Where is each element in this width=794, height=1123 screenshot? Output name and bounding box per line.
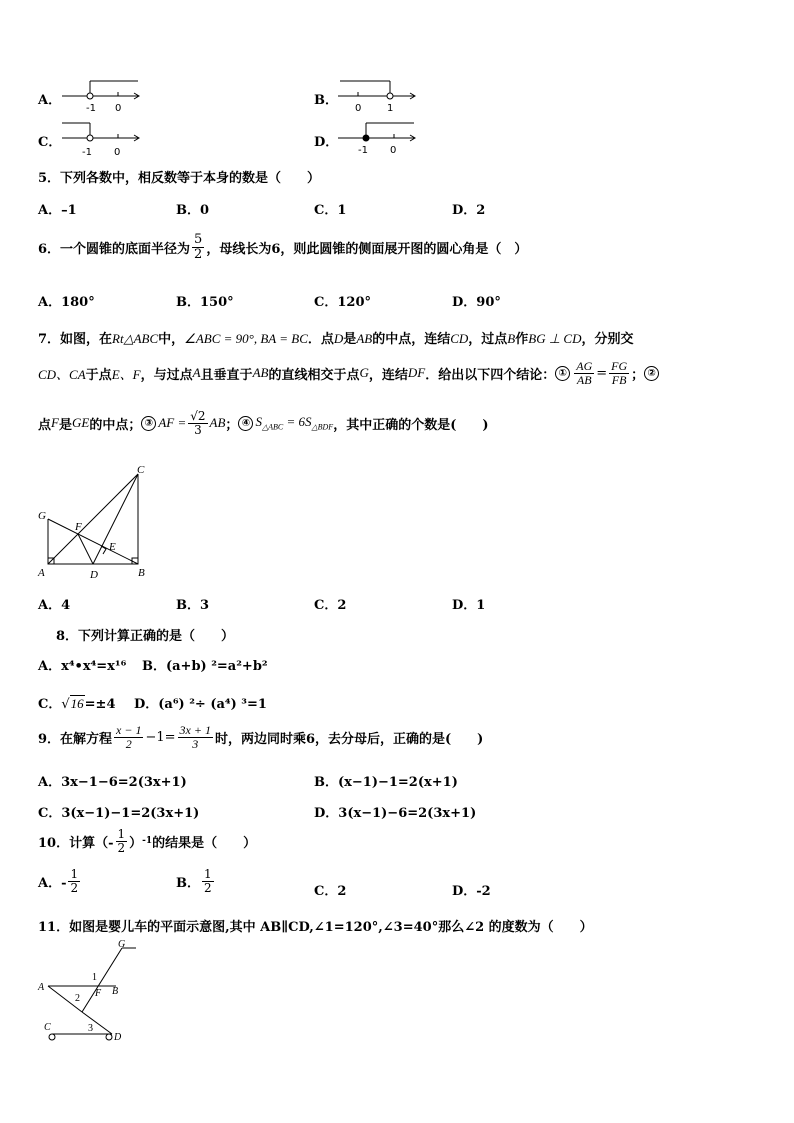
q7-triangle-figure (34, 462, 154, 582)
q4-option-b-label: B． (314, 93, 338, 108)
q4-option-d-label: D． (314, 135, 339, 150)
q8-option-b: B．(a+b) ²=a²+b² (142, 659, 268, 674)
q4-d-tick-0: 0 (390, 145, 397, 156)
q7-option-a: A．4 (38, 598, 71, 613)
q7-line2: CD、CA 于点 E、F ，与过点 A 且垂直于 AB 的直线相交于点 G ，连结 DF ．给出以下四个结论： ① $\frac{AG}{AB}$ = $\frac{FG}{FB}$ ； ② (38, 360, 661, 386)
q11-label-g: G (118, 939, 126, 950)
q11-label-d: D (114, 1032, 122, 1043)
q4-option-d-numberline (336, 120, 420, 160)
q10-stem: 10．计算（- $\frac{1}{2}$ ） -1 的结果是（ ） (38, 827, 257, 855)
q11-label-c: C (44, 1022, 51, 1033)
q9-option-b: B．(x−1)−1=2(x+1) (314, 775, 458, 790)
q5-option-c: C．1 (314, 203, 347, 218)
q6-fraction: $\frac{5}{2}$ (194, 232, 203, 262)
q6-option-d: D．90° (452, 295, 501, 310)
q7-option-d: D．1 (452, 598, 486, 613)
q11-stem: 11．如图是婴儿车的平面示意图,其中 AB∥CD,∠1=120°,∠3=40°那么∠2 的度数为（ ） (38, 920, 593, 935)
q7-label-d: D (90, 569, 98, 581)
q7-line3: 点 F 是 GE 的中点； ③ AF = $\frac{√2}{3}$ AB ； ④ $S_{\triangle ABC} = 6S_{\triangle BDF}$ ，其中正确的个数是( ) (38, 409, 489, 437)
q10-option-c: C．2 (314, 884, 347, 899)
q9-option-a: A．3x−1−6=2(3x+1) (38, 775, 187, 790)
q8-option-a: A．x⁴•x⁴=x¹⁶ (38, 659, 127, 674)
q7-line1: 7．如图，在Rt△ABC中，∠ABC = 90°, BA = BC．点D是AB的中点，连结CD，过点B作BG ⊥ CD，分别交 (38, 331, 634, 347)
q7-option-b: B．3 (176, 598, 210, 613)
q4-option-b-numberline (336, 78, 420, 118)
q10-frac: $\frac{1}{2}$ (117, 827, 126, 855)
q6-option-a: A．180° (38, 295, 95, 310)
q4-d-tick-neg1: -1 (358, 145, 368, 156)
q4-option-a-label: A． (38, 93, 62, 108)
q9-frac1: $\frac{x - 1}{2}$ (116, 723, 142, 751)
q5-option-d: D．2 (452, 203, 486, 218)
q7-c1-frac1: $\frac{AG}{AB}$ (576, 359, 593, 387)
q11-label-a: A (38, 982, 45, 993)
q4-c-tick-0: 0 (114, 147, 121, 158)
q7-c1-frac2: $\frac{FG}{FB}$ (611, 359, 628, 387)
q11-label-3: 3 (88, 1023, 93, 1034)
q5-stem: 5．下列各数中，相反数等于本身的数是（ ） (38, 171, 321, 186)
q6-stem-part2: ，母线长为6，则此圆锥的侧面展开图的圆心角是（ ） (206, 241, 528, 257)
q4-option-c-numberline (60, 120, 144, 160)
q7-circled-4: ④ (238, 416, 253, 431)
q7-label-g: G (38, 510, 46, 522)
q8-option-c: C．√16=±4 (38, 696, 116, 712)
q7-option-c: C．2 (314, 598, 347, 613)
q11-label-1: 1 (92, 972, 97, 983)
q7-label-c: C (137, 464, 145, 476)
q4-b-tick-1: 1 (387, 103, 394, 114)
q8-option-d: D．(a⁶) ²÷ (a⁴) ³=1 (134, 697, 267, 712)
q5-option-b: B．0 (176, 203, 210, 218)
q4-a-tick-0: 0 (115, 103, 122, 114)
q7-label-a: A (38, 567, 45, 579)
q4-a-tick-neg1: -1 (86, 103, 96, 114)
q7-circled-1: ① (555, 366, 570, 381)
q11-stroller-figure (34, 936, 144, 1046)
q9-option-c: C．3(x−1)−1=2(3x+1) (38, 806, 200, 821)
q10-option-d: D．-2 (452, 884, 491, 899)
q9-frac2: $\frac{3x + 1}{3}$ (179, 723, 211, 751)
q10-option-b: B． $\frac{1}{2}$ (176, 867, 212, 895)
q11-label-2: 2 (75, 993, 80, 1004)
q6-option-b: B．150° (176, 295, 234, 310)
q6-stem-part1: 6．一个圆锥的底面半径为 (38, 241, 191, 257)
q9-option-d: D．3(x−1)−6=2(3x+1) (314, 806, 477, 821)
q9-stem: 9．在解方程 $\frac{x - 1}{2}$ −1= $\frac{3x + 1}{3}$ 时，两边同时乘6，去分母后，正确的是( ) (38, 723, 484, 751)
q11-label-f: F (95, 988, 102, 999)
q10-option-a: A．- $\frac{1}{2}$ (38, 867, 79, 895)
q8-stem: 8．下列计算正确的是（ ） (56, 629, 235, 644)
q6-option-c: C．120° (314, 295, 371, 310)
q4-option-a-numberline (60, 78, 144, 118)
q11-label-b: B (112, 986, 119, 997)
q4-option-c-label: C． (38, 135, 62, 150)
q5-option-a: A．–1 (38, 203, 77, 218)
q7-label-f: F (75, 521, 82, 533)
q7-c3-frac: $\frac{√2}{3}$ (190, 409, 206, 437)
q7-circled-2: ② (644, 366, 659, 381)
q7-circled-3: ③ (141, 416, 156, 431)
q4-b-tick-0: 0 (355, 103, 362, 114)
q7-label-b: B (138, 567, 145, 579)
q7-label-e: E (109, 541, 116, 553)
q6-stem (38, 233, 527, 261)
q4-c-tick-neg1: -1 (82, 147, 92, 158)
